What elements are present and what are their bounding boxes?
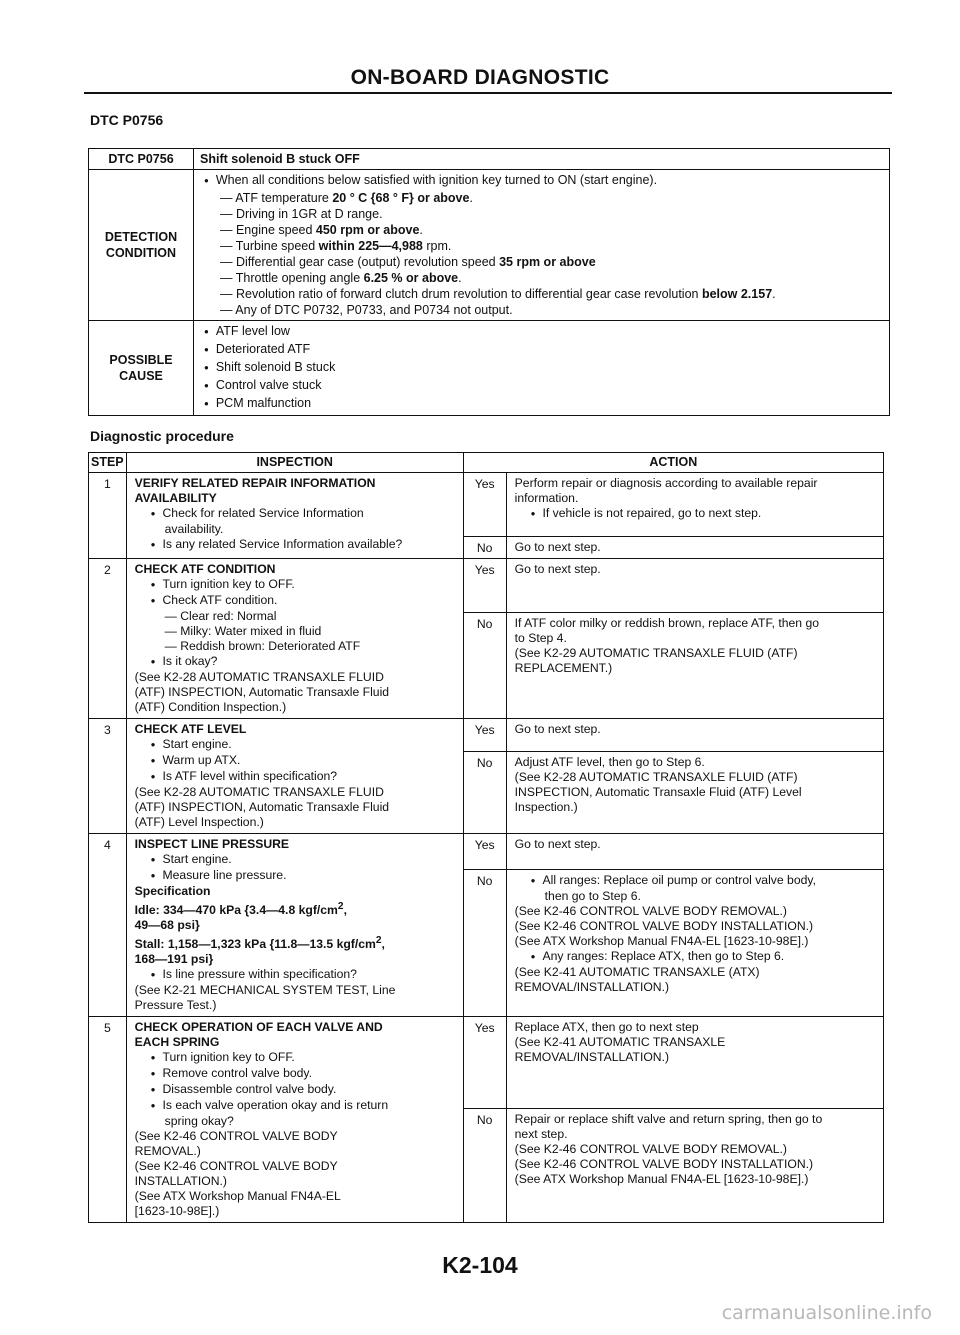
watermark: carmanualsonline.info	[721, 1302, 932, 1324]
detection-text: — Turbine speed	[220, 239, 319, 253]
yes-action: Go to next step.	[506, 719, 883, 752]
cause-item: ● Shift solenoid B stuck	[204, 359, 879, 377]
step-bullet-cont: spring okay?	[164, 1114, 234, 1129]
spec-text: Idle: 334—470 kPa {3.4—4.8 kgf/cm	[134, 903, 338, 918]
step-number: 5	[89, 1017, 127, 1223]
detection-row	[89, 170, 890, 321]
step-number: 4	[89, 834, 127, 1017]
procedure-heading: Diagnostic procedure	[90, 428, 234, 444]
action-line: INSPECTION, Automatic Transaxle Fluid (ATF) Level	[514, 785, 802, 799]
step-row	[89, 1017, 884, 1109]
step-row	[89, 834, 884, 870]
step-inspection	[126, 559, 463, 719]
step-detail: — Milky: Water mixed in fluid	[164, 624, 322, 638]
page-title: ON-BOARD DIAGNOSTIC	[350, 66, 610, 89]
step-inspection	[126, 473, 463, 559]
no-action: Go to next step.	[506, 537, 883, 559]
step-bullet: ● Is ATF level within specification?	[135, 769, 457, 785]
step-reference: (ATF) Condition Inspection.)	[134, 700, 287, 714]
cause-row	[89, 321, 890, 416]
step-title: EACH SPRING	[134, 1035, 220, 1050]
detection-text: 20 ° C {68 ° F} or above	[332, 191, 470, 205]
detection-text: — Differential gear case (output) revolution speed	[220, 255, 500, 269]
detection-text: rpm.	[422, 239, 452, 253]
step-title: INSPECT LINE PRESSURE	[134, 837, 290, 851]
action-line: (See K2-28 AUTOMATIC TRANSAXLE FLUID (ATF)	[514, 770, 798, 784]
step-detail: — Reddish brown: Deteriorated ATF	[164, 639, 361, 653]
step-reference: REMOVAL.)	[134, 1144, 201, 1159]
step-inspection	[126, 1017, 463, 1223]
step-bullet: ● Check ATF condition.	[135, 593, 457, 609]
detection-line	[204, 286, 879, 302]
step-bullet: ● Is it okay?	[135, 654, 457, 670]
header-action: ACTION	[463, 453, 883, 473]
procedure-header-row	[89, 453, 884, 473]
action-bullet: ● All ranges: Replace oil pump or control valve body,	[515, 873, 877, 889]
header-step: STEP	[89, 453, 127, 473]
step-reference: (See K2-21 MECHANICAL SYSTEM TEST, Line	[134, 983, 396, 998]
spec-line	[135, 933, 457, 952]
step-bullet: ● Start engine.	[135, 737, 457, 753]
action-line: REMOVAL/INSTALLATION.)	[514, 980, 670, 994]
action-line: REPLACEMENT.)	[514, 661, 613, 675]
step-bullet: ● Remove control valve body.	[135, 1066, 457, 1082]
action-line: (See K2-46 CONTROL VALVE BODY REMOVAL.)	[514, 1142, 787, 1157]
detection-text: — Engine speed	[220, 223, 316, 237]
cause-item: ● ATF level low	[204, 323, 879, 341]
action-line: (See ATX Workshop Manual FN4A-EL [1623-10-98E].)	[514, 1172, 809, 1187]
step-reference: Pressure Test.)	[134, 998, 217, 1013]
detection-intro: ● When all conditions below satisfied with ignition key turned to ON (start engine).	[204, 172, 879, 190]
detection-line	[204, 254, 879, 270]
no-action	[506, 752, 883, 834]
no-label: No	[463, 537, 506, 559]
detection-line	[204, 238, 879, 254]
no-label: No	[463, 870, 506, 1017]
step-bullet: ● Warm up ATX.	[135, 753, 457, 769]
spec-line	[135, 899, 457, 918]
action-line: Adjust ATF level, then go to Step 6.	[514, 755, 705, 769]
step-reference: INSTALLATION.)	[134, 1174, 227, 1189]
cause-label: POSSIBLE CAUSE	[89, 321, 194, 416]
step-bullet: ● Turn ignition key to OFF.	[135, 577, 457, 593]
step-reference: (ATF) Level Inspection.)	[134, 815, 264, 829]
detection-text: 35 rpm or above	[499, 255, 596, 269]
step-bullet-cont: availability.	[164, 522, 224, 536]
detection-text: — Driving in 1GR at D range.	[220, 207, 383, 221]
step-row	[89, 719, 884, 752]
step-inspection	[126, 834, 463, 1017]
spec-sup: 2	[337, 901, 344, 912]
detection-text: — ATF temperature	[220, 191, 333, 205]
spec-text: ,	[343, 903, 347, 918]
cause-item: ● Deteriorated ATF	[204, 341, 879, 359]
detection-line	[204, 222, 879, 238]
step-bullet: ● Check for related Service Information	[135, 506, 457, 522]
action-line: (See K2-29 AUTOMATIC TRANSAXLE FLUID (ATF)	[514, 646, 798, 660]
step-number: 2	[89, 559, 127, 719]
step-title: CHECK ATF LEVEL	[134, 722, 247, 736]
detection-text: .	[469, 191, 473, 205]
detection-text: 450 rpm or above	[315, 223, 420, 237]
step-reference: (ATF) INSPECTION, Automatic Transaxle Fluid	[134, 800, 390, 814]
action-line: to Step 4.	[514, 631, 567, 645]
action-bullet: ● If vehicle is not repaired, go to next step.	[515, 506, 877, 522]
step-bullet: ● Disassemble control valve body.	[135, 1082, 457, 1098]
detection-text: within 225—4,988	[318, 239, 423, 253]
action-line: (See K2-46 CONTROL VALVE BODY INSTALLATION.)	[514, 919, 814, 933]
yes-label: Yes	[463, 473, 506, 537]
dtc-code-label: DTC P0756	[89, 149, 194, 170]
cause-list	[194, 321, 890, 416]
action-line: (See K2-46 CONTROL VALVE BODY REMOVAL.)	[514, 904, 787, 918]
step-reference: (See K2-28 AUTOMATIC TRANSAXLE FLUID	[134, 785, 384, 799]
action-line: (See K2-41 AUTOMATIC TRANSAXLE (ATX)	[514, 965, 760, 979]
step-number: 1	[89, 473, 127, 559]
action-line: Inspection.)	[514, 800, 578, 814]
action-bullet: ● Any ranges: Replace ATX, then go to Step 6.	[515, 949, 877, 965]
detection-conditions	[194, 170, 890, 321]
detection-line	[204, 270, 879, 286]
step-bullet: ● Turn ignition key to OFF.	[135, 1050, 457, 1066]
detection-text: .	[419, 223, 423, 237]
step-reference: (See ATX Workshop Manual FN4A-EL	[134, 1189, 341, 1204]
action-line: (See K2-41 AUTOMATIC TRANSAXLE	[514, 1035, 726, 1050]
no-action	[506, 1109, 883, 1223]
procedure-table	[88, 452, 884, 1223]
detection-line	[204, 302, 879, 318]
step-row	[89, 473, 884, 537]
step-title: CHECK OPERATION OF EACH VALVE AND	[134, 1020, 383, 1035]
step-reference: [1623-10-98E].)	[134, 1204, 220, 1219]
yes-label: Yes	[463, 559, 506, 613]
action-line: (See K2-46 CONTROL VALVE BODY INSTALLATION.)	[514, 1157, 814, 1172]
spec-line: 168—191 psi}	[134, 952, 214, 967]
no-label: No	[463, 1109, 506, 1223]
detection-label: DETECTION CONDITION	[89, 170, 194, 321]
no-label: No	[463, 752, 506, 834]
step-title: CHECK ATF CONDITION	[134, 562, 276, 576]
detection-text: .	[458, 271, 462, 285]
yes-label: Yes	[463, 834, 506, 870]
spec-text: Stall: 1,158—1,323 kPa {11.8—13.5 kgf/cm	[134, 937, 376, 952]
detection-text: below 2.157	[701, 287, 773, 301]
action-line: next step.	[514, 1127, 568, 1142]
step-title: VERIFY RELATED REPAIR INFORMATION	[134, 476, 376, 490]
step-reference: (See K2-28 AUTOMATIC TRANSAXLE FLUID	[134, 670, 384, 684]
spec-text: ,	[381, 937, 385, 952]
action-line: Perform repair or diagnosis according to available repair	[514, 476, 818, 490]
yes-label: Yes	[463, 1017, 506, 1109]
dtc-table	[88, 148, 890, 416]
step-bullet: ● Is any related Service Information available?	[135, 537, 457, 553]
detection-text: — Any of DTC P0732, P0733, and P0734 not output.	[220, 303, 513, 317]
step-bullet: ● Is line pressure within specification?	[135, 967, 457, 983]
action-line: Repair or replace shift valve and return spring, then go to	[514, 1112, 823, 1127]
detection-text: — Revolution ratio of forward clutch drum revolution to differential gear case revolution	[220, 287, 702, 301]
yes-action	[506, 473, 883, 537]
step-title: AVAILABILITY	[134, 491, 217, 505]
step-reference: (See K2-46 CONTROL VALVE BODY	[134, 1129, 338, 1144]
dtc-header-row	[89, 149, 890, 170]
action-line: If ATF color milky or reddish brown, replace ATF, then go	[514, 616, 820, 630]
page-number: K2-104	[442, 1252, 518, 1278]
step-inspection	[126, 719, 463, 834]
spec-line: 49—68 psi}	[134, 918, 200, 933]
step-bullet: ● Measure line pressure.	[135, 868, 457, 884]
yes-action: Go to next step.	[506, 834, 883, 870]
yes-action	[506, 1017, 883, 1109]
detection-line	[204, 206, 879, 222]
yes-action: Go to next step.	[506, 559, 883, 613]
no-action	[506, 870, 883, 1017]
action-line: information.	[514, 491, 579, 505]
step-reference: (ATF) INSPECTION, Automatic Transaxle Fluid	[134, 685, 390, 699]
step-reference: (See K2-46 CONTROL VALVE BODY	[134, 1159, 338, 1174]
detection-text: .	[772, 287, 776, 301]
action-line: Replace ATX, then go to next step	[514, 1020, 699, 1035]
spec-label: Specification	[134, 884, 211, 898]
step-number: 3	[89, 719, 127, 834]
cause-item: ● Control valve stuck	[204, 377, 879, 395]
spec-sup: 2	[375, 935, 382, 947]
detection-text: 6.25 % or above	[363, 271, 459, 285]
step-bullet: ● Is each valve operation okay and is return	[135, 1098, 457, 1114]
action-line: REMOVAL/INSTALLATION.)	[514, 1050, 670, 1065]
cause-item: ● PCM malfunction	[204, 395, 879, 413]
step-bullet: ● Start engine.	[135, 852, 457, 868]
action-line: then go to Step 6.	[544, 889, 641, 903]
section-heading: DTC P0756	[90, 112, 164, 128]
step-row	[89, 559, 884, 613]
step-detail: — Clear red: Normal	[164, 609, 277, 623]
action-line: (See ATX Workshop Manual FN4A-EL [1623-10-98E].)	[514, 934, 809, 948]
no-action	[506, 613, 883, 719]
detection-line	[204, 190, 879, 206]
yes-label: Yes	[463, 719, 506, 752]
no-label: No	[463, 613, 506, 719]
detection-text: — Throttle opening angle	[220, 271, 364, 285]
detection-lines	[204, 190, 879, 318]
dtc-code-desc: Shift solenoid B stuck OFF	[194, 149, 890, 170]
header-inspection: INSPECTION	[126, 453, 463, 473]
header-rule	[84, 92, 892, 94]
